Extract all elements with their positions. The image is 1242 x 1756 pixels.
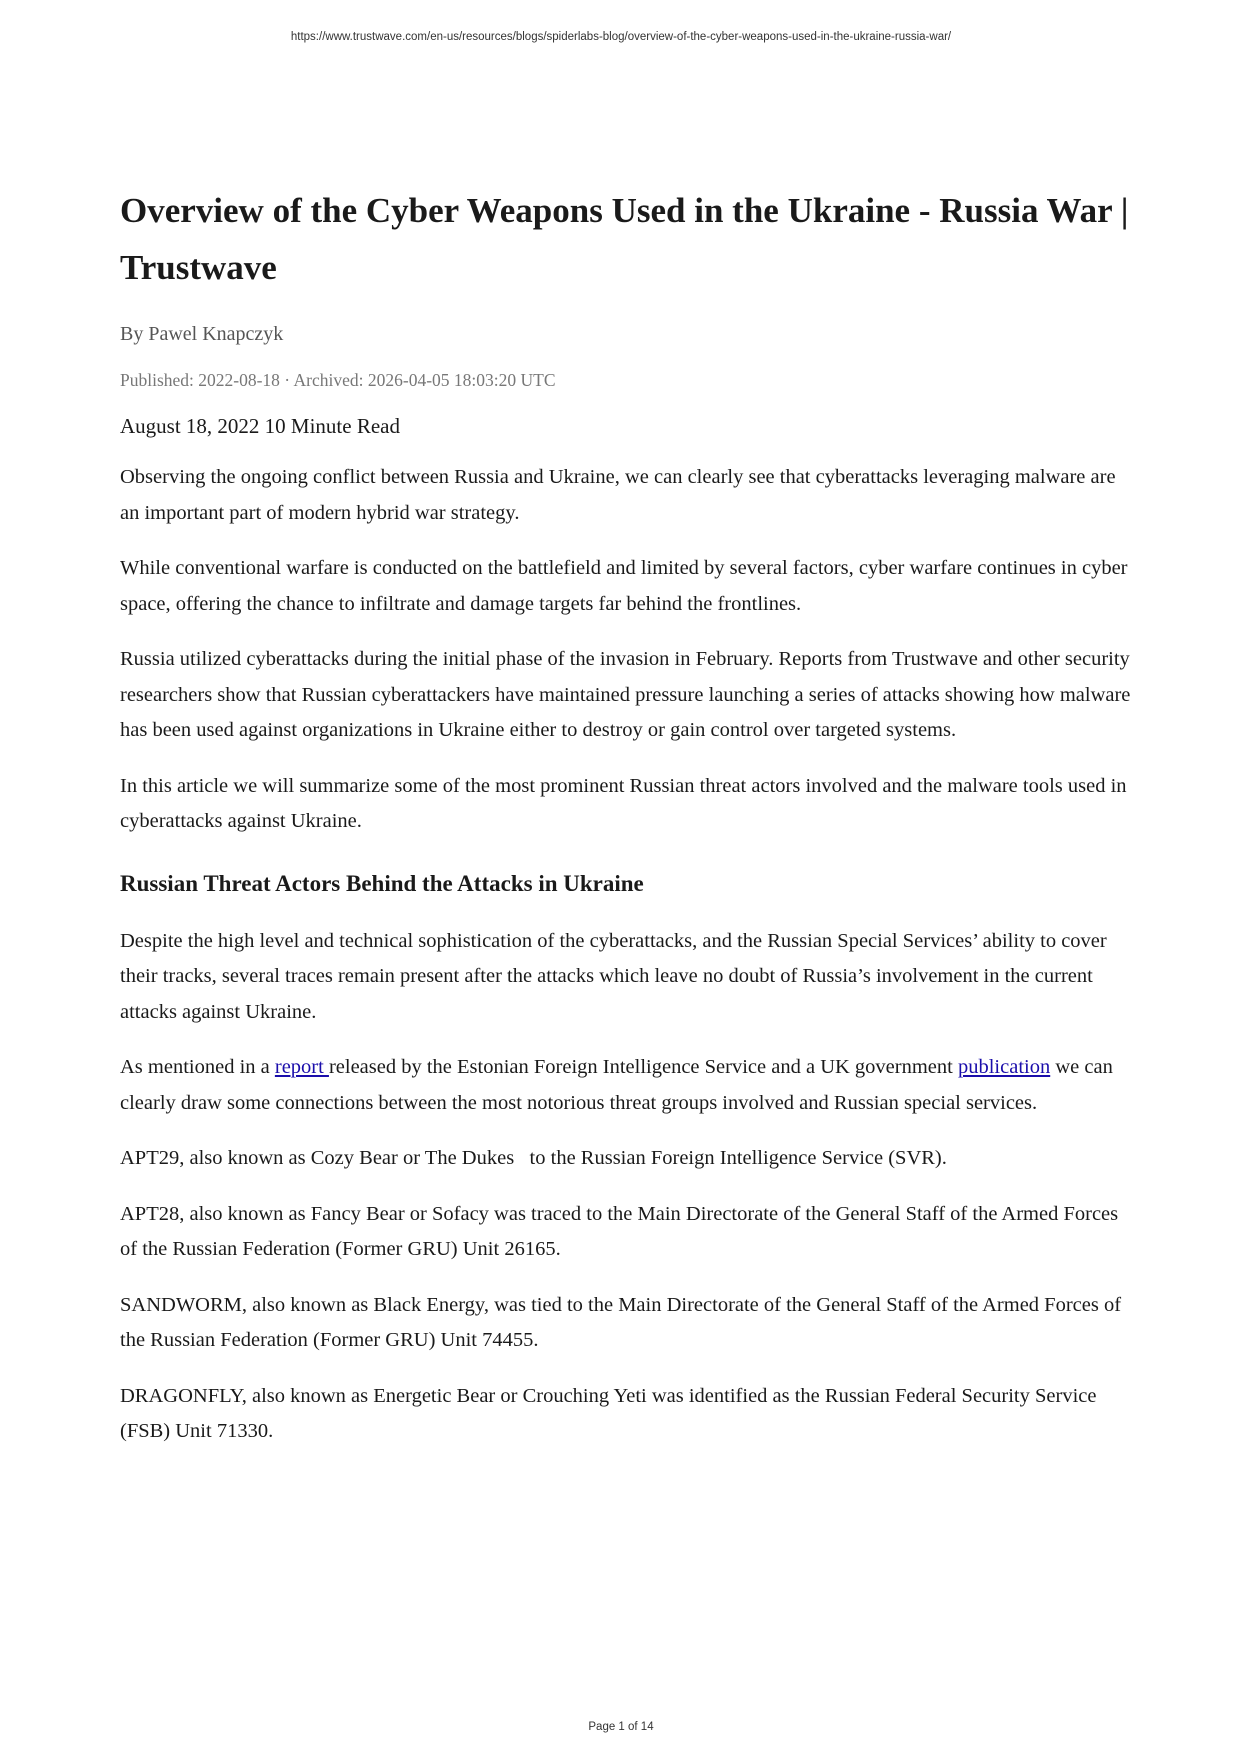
- publication-link[interactable]: publication: [957, 1056, 1051, 1078]
- article: [120, 191, 1135, 1450]
- article-title: Overview of the Cyber Weapons Used in the Ukraine - Russia War | Trustwave: [120, 191, 1129, 287]
- page-number: Page 1 of 14: [588, 1721, 654, 1733]
- paragraph-with-links: [120, 1050, 1135, 1121]
- paragraph-text: As mentioned in a: [120, 1056, 275, 1078]
- paragraph-apt29: APT29, also known as Cozy Bear or The Dukes to the Russian Foreign Intelligence Service (SVR).: [120, 1147, 947, 1169]
- paragraph: Russia utilized cyberattacks during the initial phase of the invasion in February. Reports from Trustwave and other security researchers show that Russian cyberattackers have maintained pressure launching a series of attacks showing how malware has been used against organizations in Ukraine either to destroy or gain control over targeted systems.: [120, 648, 1131, 741]
- paragraph: While conventional warfare is conducted on the battlefield and limited by several factors, cyber warfare continues in cyber space, offering the chance to infiltrate and damage targets far behind the frontlines.: [120, 557, 1128, 615]
- paragraph-dragonfly: DRAGONFLY, also known as Energetic Bear or Crouching Yeti was identified as the Russian Federal Security Service (FSB) Unit 71330.: [120, 1384, 1097, 1442]
- paragraph-text: we can clearly draw some connections between the most notorious threat groups involved and Russian special services.: [120, 1056, 1113, 1114]
- paragraph: In this article we will summarize some of the most prominent Russian threat actors involved and the malware tools used in cyberattacks against Ukraine.: [120, 774, 1127, 832]
- paragraph-apt28: APT28, also known as Fancy Bear or Sofacy was traced to the Main Directorate of the General Staff of the Armed Forces of the Russian Federation (Former GRU) Unit 26165.: [120, 1202, 1119, 1260]
- paragraph-sandworm: SANDWORM, also known as Black Energy, was tied to the Main Directorate of the General Staff of the Armed Forces of the Russian Federation (Former GRU) Unit 74455.: [120, 1293, 1122, 1351]
- page-url: https://www.trustwave.com/en-us/resources/blogs/spiderlabs-blog/overview-of-the-cyber-weapons-used-in-the-ukraine-russia-war/: [290, 31, 952, 43]
- report-link[interactable]: report: [274, 1056, 329, 1078]
- article-byline: By Pawel Knapczyk: [120, 323, 284, 345]
- paragraph: Observing the ongoing conflict between Russia and Ukraine, we can clearly see that cyberattacks leveraging malware are an important part of modern hybrid war strategy.: [120, 466, 1116, 524]
- article-meta: Published: 2022-08-18 · Archived: 2026-04-05 18:03:20 UTC: [120, 370, 556, 390]
- paragraph: Despite the high level and technical sophistication of the cyberattacks, and the Russian Special Services’ ability to cover their tracks, several traces remain present after the attacks which leave no doubt of Russia’s involvement in the current attacks against Ukraine.: [120, 929, 1107, 1023]
- section-heading: Russian Threat Actors Behind the Attacks in Ukraine: [120, 870, 644, 896]
- paragraph-text: released by the Estonian Foreign Intelligence Service and a UK government: [328, 1056, 958, 1078]
- article-date-line: August 18, 2022 10 Minute Read: [120, 414, 400, 438]
